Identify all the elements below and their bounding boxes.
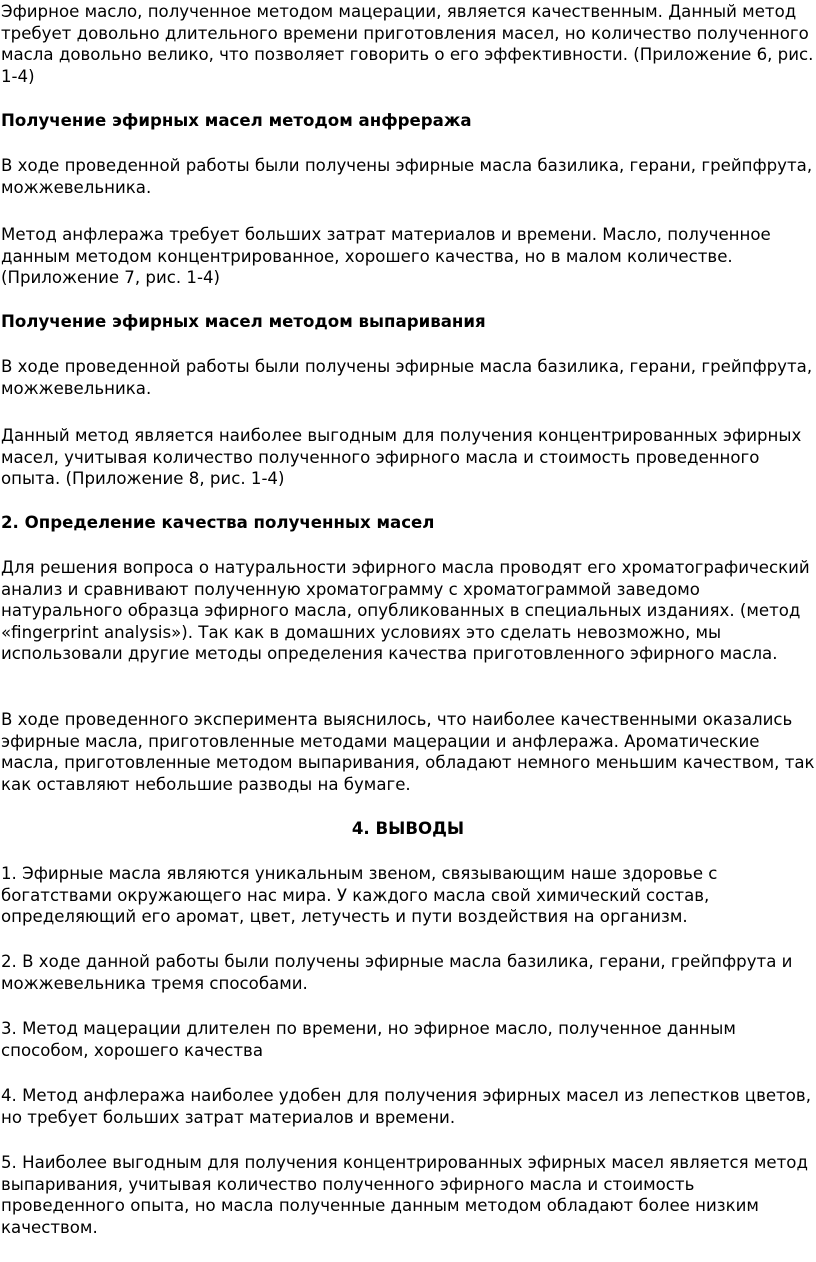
conclusion-item-2: 2. В ходе данной работы были получены эфирные масла базилика, герани, грейпфрута и можжевельника тремя способами. bbox=[1, 952, 793, 993]
quality-heading: 2. Определение качества полученных масел bbox=[1, 513, 435, 532]
conclusions-heading: 4. ВЫВОДЫ bbox=[351, 819, 465, 838]
intro-paragraph: Эфирное масло, полученное методом мацерации, является качественным. Данный метод требует довольно длительного времени приготовления масел, но количество полученного масла довольно велико, что позволяет говорить о его эффективности. (Приложение 6, рис. 1-4) bbox=[1, 2, 814, 86]
evaporation-heading: Получение эфирных масел методом выпаривания bbox=[1, 312, 486, 331]
enfleurage-paragraph-2: Метод анфлеража требует больших затрат материалов и времени. Масло, полученное данным методом концентрированное, хорошего качества, но в малом количестве. (Приложение 7, рис. 1-4) bbox=[1, 225, 771, 287]
conclusion-item-4: 4. Метод анфлеража наиболее удобен для получения эфирных масел из лепестков цветов, но требует больших затрат материалов и времени. bbox=[1, 1086, 811, 1127]
evaporation-paragraph-1: В ходе проведенной работы были получены эфирные масла базилика, герани, грейпфрута, можжевельника. bbox=[1, 357, 813, 398]
evaporation-paragraph-2: Данный метод является наиболее выгодным для получения концентрированных эфирных масел, учитывая количество полученного эфирного масла и стоимость проведенного опыта. (Приложение 8, рис. 1-4) bbox=[1, 426, 802, 488]
quality-paragraph-2: В ходе проведенного эксперимента выяснилось, что наиболее качественными оказались эфирные масла, приготовленные методами мацерации и анфлеража. Ароматические масла, приготовленные методом выпаривания, обладают немного меньшим качеством, так как оставляют небольшие разводы на бумаге. bbox=[1, 710, 815, 794]
quality-paragraph-1: Для решения вопроса о натуральности эфирного масла проводят его хроматографический анализ и сравнивают полученную хроматограмму с хроматограммой заведомо натурального образца эфирного масла, опубликованных в специальных изданиях. (метод «fingerprint analysis»). Так как в домашних условиях это сделать невозможно, мы использовали другие методы определения качества приготовленного эфирного масла. bbox=[1, 558, 810, 663]
enfleurage-heading: Получение эфирных масел методом анфреража bbox=[1, 111, 472, 130]
conclusion-item-5: 5. Наиболее выгодным для получения концентрированных эфирных масел является метод выпаривания, учитывая количество полученного эфирного масла и стоимость проведенного опыта, но масла полученные данным методом обладают более низким качеством. bbox=[1, 1153, 808, 1237]
conclusion-item-1: 1. Эфирные масла являются уникальным звеном, связывающим наше здоровье с богатствами окружающего нас мира. У каждого масла свой химический состав, определяющий его аромат, цвет, летучесть и пути воздействия на организм. bbox=[1, 864, 718, 926]
conclusion-item-3: 3. Метод мацерации длителен по времени, но эфирное масло, полученное данным способом, хорошего качества bbox=[1, 1019, 736, 1060]
enfleurage-paragraph-1: В ходе проведенной работы были получены эфирные масла базилика, герани, грейпфрута, можжевельника. bbox=[1, 156, 813, 197]
